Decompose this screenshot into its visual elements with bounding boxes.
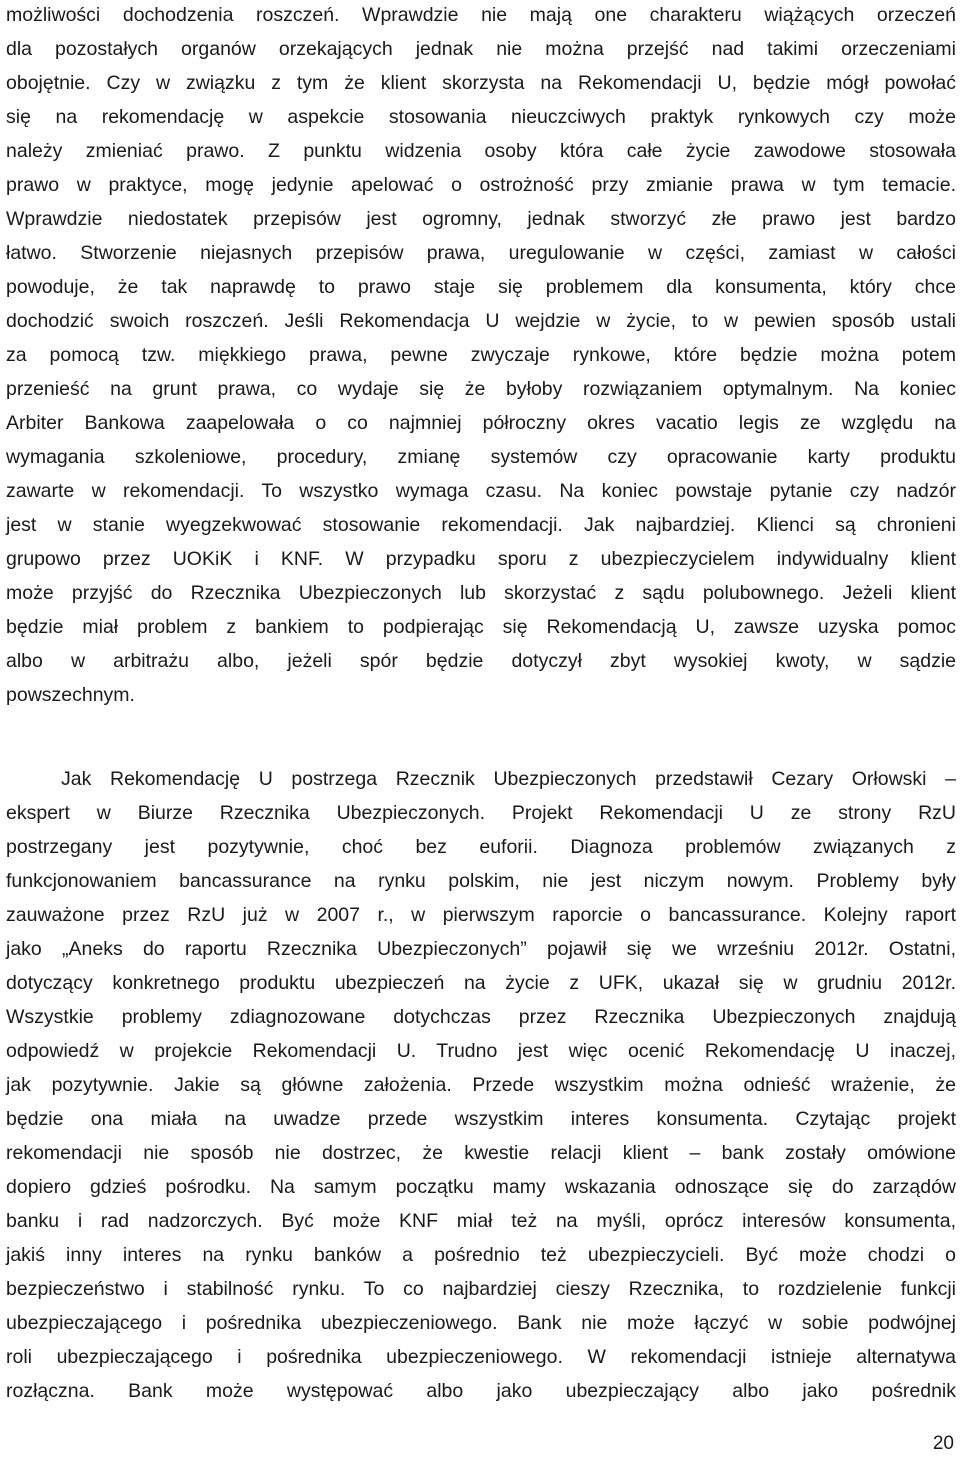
text-line: się na rekomendację w aspekcie stosowania nieuczciwych praktyk rynkowych czy może: [6, 106, 956, 128]
text-line: prawo w praktyce, mogę jedynie apelować o ostrożność przy zmianie prawa w tym temacie.: [6, 174, 956, 196]
text-line: powszechnym.: [6, 684, 135, 706]
page-number: 20: [932, 1433, 954, 1454]
text-line: Jak Rekomendację U postrzega Rzecznik Ubezpieczonych przedstawił Cezary Orłowski –: [61, 768, 956, 790]
text-line: obojętnie. Czy w związku z tym że klient skorzysta na Rekomendacji U, będzie mógł powołać: [6, 72, 956, 94]
text-line: należy zmieniać prawo. Z punktu widzenia osoby która całe życie zawodowe stosowała: [6, 140, 956, 162]
text-line: możliwości dochodzenia roszczeń. Wprawdzie nie mają one charakteru wiążących orzeczeń: [6, 4, 956, 26]
text-line: jak pozytywnie. Jakie są główne założenia. Przede wszystkim można odnieść wrażenie, że: [6, 1074, 956, 1096]
text-line: jako „Aneks do raportu Rzecznika Ubezpieczonych” pojawił się we wrześniu 2012r. Ostatni,: [6, 938, 956, 960]
paragraph-continuation: [6, 0, 956, 712]
text-line: grupowo przez UOKiK i KNF. W przypadku sporu z ubezpieczycielem indywidualny klient: [6, 548, 956, 570]
text-line: powoduje, że tak naprawdę to prawo staje się problemem dla konsumenta, który chce: [6, 276, 956, 298]
text-line: odpowiedź w projekcie Rekomendacji U. Trudno jest więc ocenić Rekomendację U inaczej,: [6, 1040, 956, 1062]
text-line: Wszystkie problemy zdiagnozowane dotychczas przez Rzecznika Ubezpieczonych znajdują: [6, 1006, 956, 1028]
text-line: bezpieczeństwo i stabilność rynku. To co najbardziej cieszy Rzecznika, to rozdzielenie funkcji: [6, 1278, 956, 1300]
text-line: za pomocą tzw. miękkiego prawa, pewne zwyczaje rynkowe, które będzie można potem: [6, 344, 956, 366]
text-line: ubezpieczającego i pośrednika ubezpieczeniowego. Bank nie może łączyć w sobie podwójnej: [6, 1312, 956, 1334]
text-line: zawarte w rekomendacji. To wszystko wymaga czasu. Na koniec powstaje pytanie czy nadzór: [6, 480, 956, 502]
paragraph-rzecznik: [6, 762, 956, 1408]
text-line: roli ubezpieczającego i pośrednika ubezpieczeniowego. W rekomendacji istnieje alternatywa: [6, 1346, 956, 1368]
text-line: wymagania szkoleniowe, procedury, zmianę systemów czy opracowanie karty produktu: [6, 446, 956, 468]
text-line: dochodzić swoich roszczeń. Jeśli Rekomendacja U wejdzie w życie, to w pewien sposób ustali: [6, 310, 956, 332]
text-line: może przyjść do Rzecznika Ubezpieczonych lub skorzystać z sądu polubownego. Jeżeli klient: [6, 582, 956, 604]
text-line: łatwo. Stworzenie niejasnych przepisów prawa, uregulowanie w części, zamiast w całości: [6, 242, 956, 264]
text-line: postrzegany jest pozytywnie, choć bez euforii. Diagnoza problemów związanych z: [6, 836, 956, 858]
text-line: dotyczący konkretnego produktu ubezpieczeń na życie z UFK, ukazał się w grudniu 2012r.: [6, 972, 956, 994]
text-line: Wprawdzie niedostatek przepisów jest ogromny, jednak stworzyć złe prawo jest bardzo: [6, 208, 956, 230]
text-line: albo w arbitrażu albo, jeżeli spór będzie dotyczył zbyt wysokiej kwoty, w sądzie: [6, 650, 956, 672]
text-line: będzie ona miała na uwadze przede wszystkim interes konsumenta. Czytając projekt: [6, 1108, 956, 1130]
text-line: jest w stanie wyegzekwować stosowanie rekomendacji. Jak najbardziej. Klienci są chronieni: [6, 514, 956, 536]
text-line: rekomendacji nie sposób nie dostrzec, że kwestie relacji klient – bank zostały omówione: [6, 1142, 956, 1164]
text-line: ekspert w Biurze Rzecznika Ubezpieczonych. Projekt Rekomendacji U ze strony RzU: [6, 802, 956, 824]
text-line: Arbiter Bankowa zaapelowała o co najmniej półroczny okres vacatio legis ze względu na: [6, 412, 956, 434]
text-line: będzie miał problem z bankiem to podpierając się Rekomendacją U, zawsze uzyska pomoc: [6, 616, 956, 638]
text-line: banku i rad nadzorczych. Być może KNF miał też na myśli, oprócz interesów konsumenta,: [6, 1210, 956, 1232]
text-line: rozłączna. Bank może występować albo jako ubezpieczający albo jako pośrednik: [6, 1380, 956, 1402]
text-line: zauważone przez RzU już w 2007 r., w pierwszym raporcie o bancassurance. Kolejny raport: [6, 904, 956, 926]
text-line: przenieść na grunt prawa, co wydaje się że byłoby rozwiązaniem optymalnym. Na koniec: [6, 378, 956, 400]
text-line: funkcjonowaniem bancassurance na rynku polskim, nie jest niczym nowym. Problemy były: [6, 870, 956, 892]
text-line: jakiś inny interes na rynku banków a pośrednio też ubezpieczycieli. Być może chodzi o: [6, 1244, 956, 1266]
text-line: dla pozostałych organów orzekających jednak nie można przejść nad takimi orzeczeniami: [6, 38, 956, 60]
text-line: dopiero gdzieś pośrodku. Na samym początku mamy wskazania odnoszące się do zarządów: [6, 1176, 956, 1198]
